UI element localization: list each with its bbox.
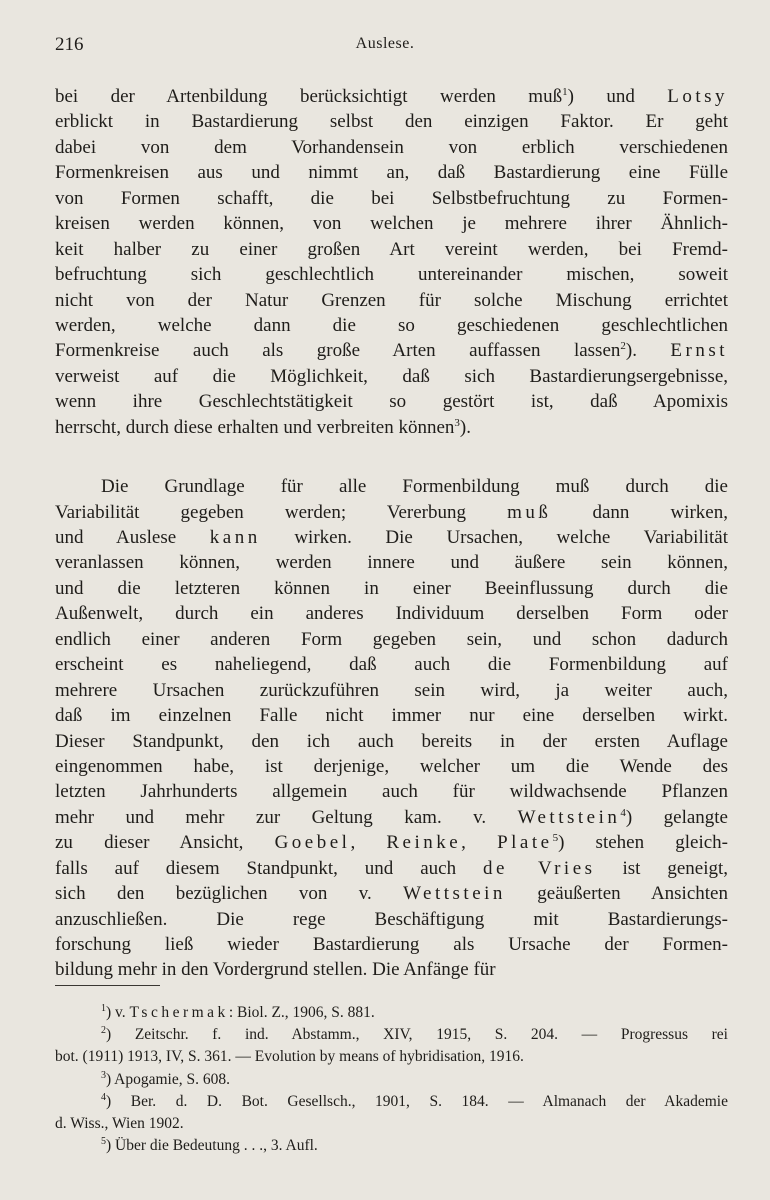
text-run: wirken. Die Ursachen, welche Variabilität — [260, 527, 728, 548]
text-run: Außenwelt, durch ein anderes Individuum derselben Form oder — [55, 603, 728, 625]
footnote-line — [55, 1046, 728, 1068]
footnote-marker: 5 — [101, 1136, 106, 1148]
text-run: endlich einer anderen Form gegeben sein, und schon dadurch — [55, 628, 728, 650]
text-run: falls auf diesem Standpunkt, und auch — [55, 857, 483, 879]
text-run: befruchtung sich geschlechtlich untereinander mischen, soweit — [55, 264, 728, 286]
text-line — [55, 550, 728, 575]
text-line — [55, 830, 728, 855]
footnote-line — [55, 1024, 728, 1046]
text-line — [55, 109, 728, 134]
text-run: mehrere Ursachen zurückzuführen sein wird, ja weiter auch, — [55, 679, 728, 701]
spaced-name: kann — [209, 527, 261, 548]
text-run: kreisen werden können, von welchen je mehrere ihrer Ähnlich- — [55, 213, 728, 235]
text-run: ) Über die Bedeutung . . ., 3. Aufl. — [106, 1137, 318, 1155]
text-run: , — [350, 832, 387, 854]
text-line — [55, 525, 728, 550]
text-run: letzten Jahrhunderts allgemein auch für wildwachsende Pflanzen — [55, 781, 728, 803]
text-run: d. Wiss., Wien 1902. — [55, 1114, 184, 1132]
text-run: : Biol. Z., 1906, S. 881. — [228, 1004, 375, 1021]
text-line — [55, 135, 728, 160]
text-line — [55, 500, 728, 525]
text-line — [55, 881, 728, 906]
spaced-name: Wettstein — [517, 806, 621, 828]
spaced-name: Goebel — [274, 832, 351, 854]
text-run: Formenkreise auch als große Arten auffassen lassen — [55, 340, 621, 362]
text-run: ) v. — [106, 1004, 130, 1021]
footnote-line — [55, 1113, 728, 1135]
text-run: daß im einzelnen Falle nicht immer nur eine derselben wirkt. — [55, 705, 728, 727]
footnote-marker: 4 — [620, 806, 626, 819]
text-run: Die Grundlage für alle Formenbildung muß durch die — [101, 476, 728, 498]
text-run: keit halber zu einer großen Art vereint werden, bei Fremd- — [55, 238, 728, 260]
footnote-line — [55, 1069, 728, 1091]
footnote-marker: 4 — [101, 1091, 106, 1103]
text-run: ) Apogamie, S. 608. — [106, 1070, 230, 1088]
spaced-name: Reinke — [386, 832, 462, 854]
running-title: Auslese. — [355, 35, 415, 52]
text-line — [55, 160, 728, 185]
footnote — [55, 1024, 728, 1068]
spaced-name: Lotsy — [667, 86, 729, 107]
text-line — [55, 389, 728, 414]
footnote — [55, 1002, 728, 1024]
text-run: mehr und mehr zur Geltung kam. v. — [55, 806, 518, 828]
footnote — [55, 1135, 728, 1157]
text-line — [55, 338, 728, 363]
text-run: dann wirken, — [551, 501, 728, 523]
footnote-marker: 2 — [101, 1025, 106, 1037]
text-run: anzuschließen. Die rege Beschäftigung mit Bastardierungs- — [55, 908, 728, 930]
text-line — [55, 474, 728, 499]
spaced-name: Wettstein — [403, 883, 506, 905]
text-line — [55, 237, 728, 262]
footnote-marker: 3 — [454, 416, 460, 429]
body-text — [55, 84, 728, 983]
text-run: herrscht, durch diese erhalten und verbreiten können — [55, 416, 455, 438]
text-run: und die letzteren können in einer Beeinflussung durch die — [55, 577, 728, 599]
text-run: wenn ihre Geschlechtstätigkeit so gestört ist, daß Apomixis — [55, 391, 728, 413]
text-run: werden, welche dann die so geschiedenen geschlechtlichen — [55, 314, 728, 336]
footnote-marker: 3 — [101, 1069, 106, 1081]
footnote-marker: 2 — [620, 340, 626, 353]
text-run: bildung mehr in den Vordergrund stellen. Die Anfänge für — [55, 959, 496, 981]
text-run: bot. (1911) 1913, IV, S. 361. — Evolution by means of hybridisation, 1916. — [55, 1048, 524, 1066]
text-line — [55, 957, 728, 982]
text-run: ) Zeitschr. f. ind. Abstamm., XIV, 1915, S. 204. — Progressus rei — [106, 1026, 728, 1044]
text-run: erscheint es naheliegend, daß auch die Formenbildung auf — [55, 654, 728, 676]
text-run: und Auslese — [55, 527, 210, 548]
text-run: ) Ber. d. D. Bot. Gesellsch., 1901, S. 184. — Almanach der Akademie — [106, 1092, 728, 1110]
footnote-rule — [55, 985, 160, 986]
text-run: veranlassen können, werden innere und äußere sein können, — [55, 552, 728, 574]
paragraph-gap — [55, 440, 728, 474]
footnote-line — [55, 1091, 728, 1113]
text-line — [55, 779, 728, 804]
text-line — [55, 678, 728, 703]
text-line — [55, 932, 728, 957]
spaced-name: de Vries — [483, 857, 596, 879]
text-line — [55, 415, 728, 440]
text-run: ist geneigt, — [595, 857, 728, 879]
text-run: ) gelangte — [625, 806, 728, 828]
text-run: dabei von dem Vorhandensein von erblich verschiedenen — [55, 136, 728, 158]
footnote-marker: 1 — [562, 86, 568, 98]
text-line — [55, 652, 728, 677]
footnote-line — [55, 1002, 728, 1024]
footnote-marker: 5 — [552, 832, 559, 845]
text-run: , — [461, 832, 498, 854]
text-line — [55, 703, 728, 728]
text-run: Formenkreisen aus und nimmt an, daß Bastardierung eine Fülle — [55, 162, 728, 184]
text-line — [55, 186, 728, 211]
text-run: erblickt in Bastardierung selbst den einzigen Faktor. Er geht — [55, 111, 728, 133]
paragraph — [55, 474, 728, 983]
text-run: geäußerten Ansichten — [505, 883, 728, 905]
text-line — [55, 576, 728, 601]
text-run: forschung ließ wieder Bastardierung als Ursache der Formen- — [55, 934, 728, 955]
paragraph — [55, 84, 728, 440]
running-head — [55, 34, 715, 64]
text-line — [55, 364, 728, 389]
footnote-marker: 1 — [101, 1003, 106, 1014]
text-line — [55, 313, 728, 338]
text-line — [55, 288, 728, 313]
spaced-name: Ernst — [670, 340, 728, 362]
text-line — [55, 211, 728, 236]
text-run: ) und — [567, 86, 668, 107]
footnotes — [55, 1002, 728, 1157]
spaced-name: muß — [507, 501, 552, 523]
text-line — [55, 729, 728, 754]
text-run: ) stehen gleich- — [558, 832, 728, 854]
text-run: eingenommen habe, ist derjenige, welcher um die Wende des — [55, 755, 728, 777]
spaced-name: Plate — [497, 832, 553, 854]
text-run: Variabilität gegeben werden; Vererbung — [55, 501, 508, 523]
text-line — [55, 805, 728, 830]
text-line — [55, 856, 728, 881]
text-run: bei der Artenbildung berücksichtigt werden muß — [55, 86, 563, 107]
text-line — [55, 262, 728, 287]
footnote — [55, 1069, 728, 1091]
footnote — [55, 1091, 728, 1135]
text-line — [55, 627, 728, 652]
text-run: ). — [459, 416, 471, 438]
spaced-name: Tschermak — [129, 1004, 229, 1021]
text-run: Dieser Standpunkt, den ich auch bereits in der ersten Auflage — [55, 730, 728, 752]
text-line — [55, 907, 728, 932]
text-run: von Formen schafft, die bei Selbstbefruchtung zu Formen- — [55, 187, 728, 209]
text-line — [55, 84, 728, 109]
text-run: verweist auf die Möglichkeit, daß sich Bastardierungsergebnisse, — [55, 365, 728, 387]
text-run: nicht von der Natur Grenzen für solche Mischung errichtet — [55, 289, 728, 311]
page-number: 216 — [55, 34, 84, 55]
text-run: ). — [625, 340, 671, 362]
text-line — [55, 601, 728, 626]
text-line — [55, 754, 728, 779]
footnote-line — [55, 1135, 728, 1157]
text-run: zu dieser Ansicht, — [55, 832, 275, 854]
text-run: sich den bezüglichen von v. — [55, 883, 404, 905]
